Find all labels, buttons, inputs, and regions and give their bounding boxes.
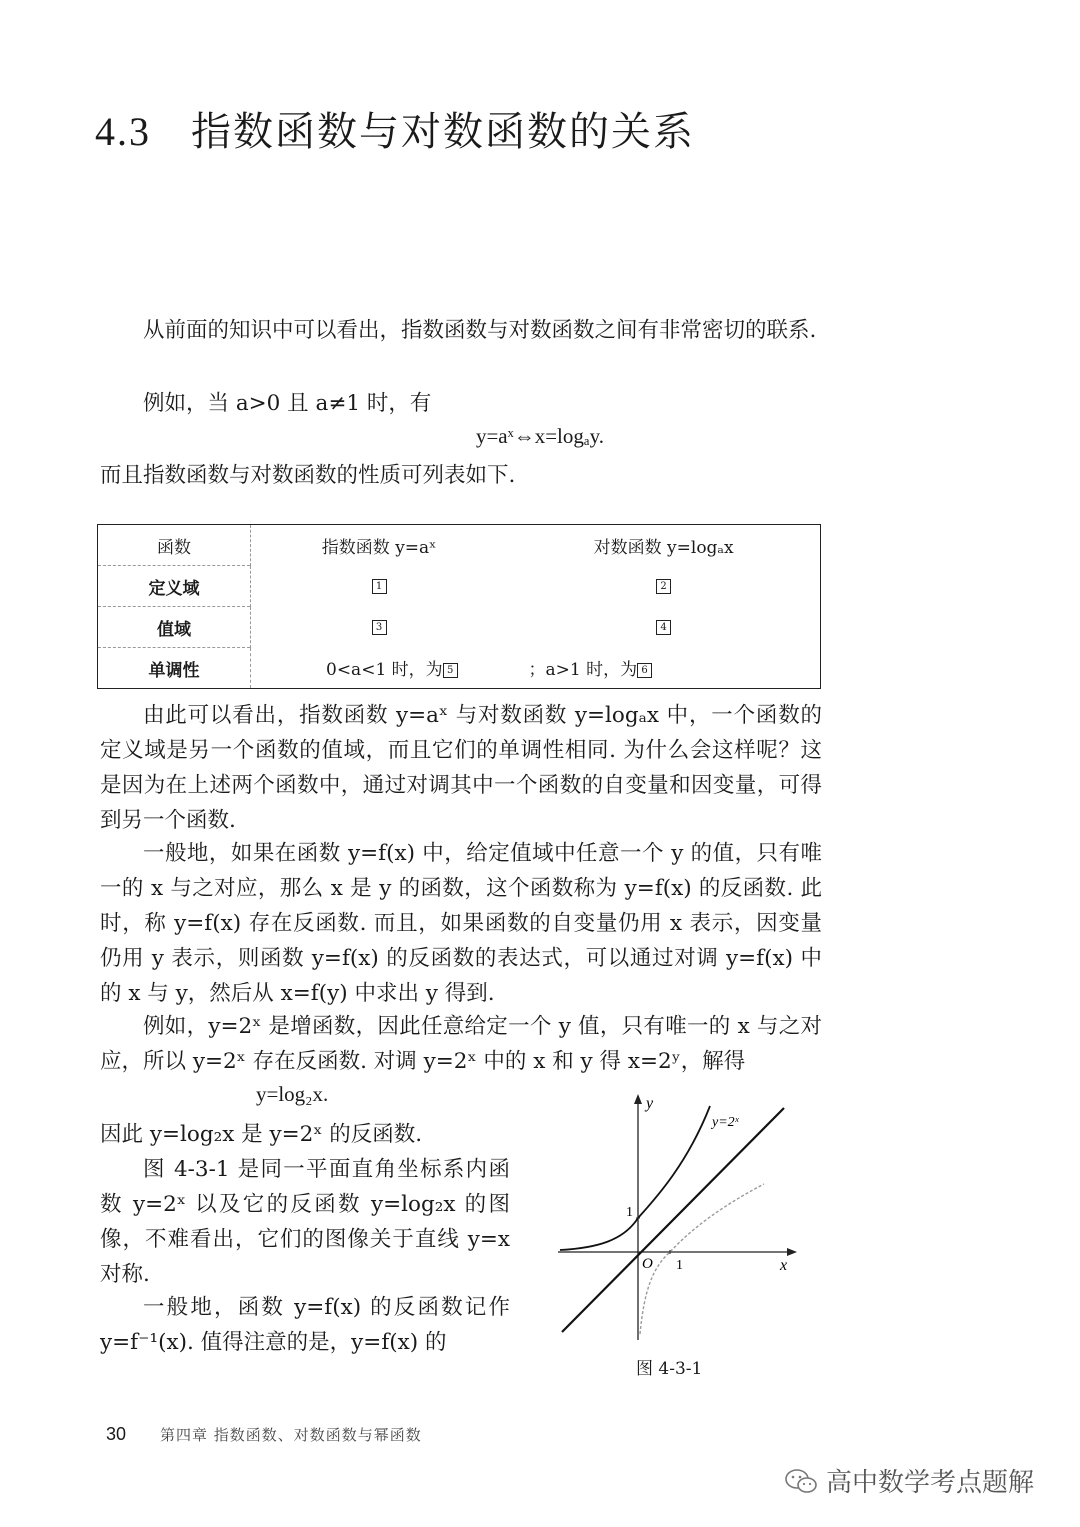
exp-curve	[560, 1106, 710, 1250]
conclusion-line: 因此 y=log₂x 是 y=2ˣ 的反函数.	[100, 1122, 423, 1147]
x-axis-arrow	[787, 1248, 797, 1256]
blank-box: 1	[372, 579, 387, 594]
table-row	[98, 566, 821, 607]
blank-box: 5	[443, 663, 458, 678]
watermark-text: 高中数学考点题解	[826, 1468, 1035, 1498]
monotonic-text: ；a>1 时，为	[528, 660, 638, 681]
watermark	[784, 1462, 1034, 1499]
table-row	[98, 648, 821, 689]
definition-paragraph: 一般地，如果在函数 y=f(x) 中，给定值域中任意一个 y 的值，只有唯一的 x 与之对应，那么 x 是 y 的函数，这个函数称为 y=f(x) 的反函数. 此时，称 y=f(x) 存在反函数. 而且，如果函数的自变量仍用 x 表示，因变量仍用 y 表示，则函数 y=f(x) 的反函数的表达式，可以通过对调 y=f(x) 中的 x 与 y，然后从 x=f(y) 中求出 y 得到.	[100, 841, 822, 1006]
log-curve	[640, 1184, 764, 1334]
table-header-cell: 对数函数 y=logₐx	[593, 537, 734, 558]
properties-table	[97, 524, 821, 689]
line-y-equals-x	[562, 1108, 784, 1332]
wechat-icon	[784, 1467, 818, 1495]
row-label: 值域	[98, 607, 251, 648]
table-intro-paragraph: 而且指数函数与对数函数的性质可列表如下.	[100, 463, 516, 488]
blank-box: 4	[656, 620, 671, 635]
y-axis-arrow	[634, 1094, 642, 1104]
log-formula: y=log₂x.	[256, 1082, 329, 1106]
exp-curve-label: y=2ˣ	[712, 1115, 739, 1130]
blank-box: 6	[637, 663, 652, 678]
function-graph	[558, 1092, 798, 1342]
example-paragraph: 例如，当 a>0 且 a≠1 时，有	[143, 391, 432, 416]
analysis-paragraph: 由此可以看出，指数函数 y=aˣ 与对数函数 y=logₐx 中，一个函数的定义域是另一个函数的值域，而且它们的单调性相同. 为什么会这样呢？这是因为在上述两个函数中，通过对调其中一个函数的自变量和因变量，可得到另一个函数.	[100, 703, 822, 833]
row-label: 定义域	[98, 566, 251, 607]
row-label: 单调性	[98, 648, 251, 689]
y-tick-label: 1	[626, 1205, 633, 1220]
blank-box: 3	[372, 620, 387, 635]
page-number: 30	[106, 1424, 127, 1444]
table-header-cell: 函数	[98, 525, 251, 566]
intro-paragraph: 从前面的知识中可以看出，指数函数与对数函数之间有非常密切的联系.	[143, 318, 817, 343]
y-axis-label: y	[646, 1095, 654, 1112]
equivalence-formula: y=aˣ⇔x=logₐy.	[475, 424, 605, 448]
section-heading	[95, 100, 695, 157]
table-row	[98, 607, 821, 648]
section-title: 指数函数与对数函数的关系	[191, 109, 695, 155]
notation-paragraph: 一般地，函数 y=f(x) 的反函数记作 y=f⁻¹(x). 值得注意的是，y=f(x) 的	[100, 1295, 510, 1355]
section-number: 4.3	[95, 109, 151, 154]
x-tick-label: 1	[676, 1258, 683, 1273]
blank-box: 2	[656, 579, 671, 594]
table-header-row	[98, 525, 821, 566]
example-inverse-paragraph: 例如，y=2ˣ 是增函数，因此任意给定一个 y 值，只有唯一的 x 与之对应，所以 y=2ˣ 存在反函数. 对调 y=2ˣ 中的 x 和 y 得 x=2ʸ，解得	[100, 1014, 822, 1074]
x-axis-label: x	[780, 1257, 788, 1274]
table-header-cell: 指数函数 y=aˣ	[321, 537, 437, 558]
figure-description: 图 4-3-1 是同一平面直角坐标系内函数 y=2ˣ 以及它的反函数 y=log₂x 的图像，不难看出，它们的图像关于直线 y=x 对称.	[100, 1157, 510, 1287]
chapter-title: 第四章 指数函数、对数函数与幂函数	[160, 1426, 422, 1444]
monotonic-text: 0<a<1 时，为	[326, 660, 443, 681]
origin-label: O	[642, 1256, 653, 1272]
figure-caption: 图 4-3-1	[636, 1359, 703, 1379]
